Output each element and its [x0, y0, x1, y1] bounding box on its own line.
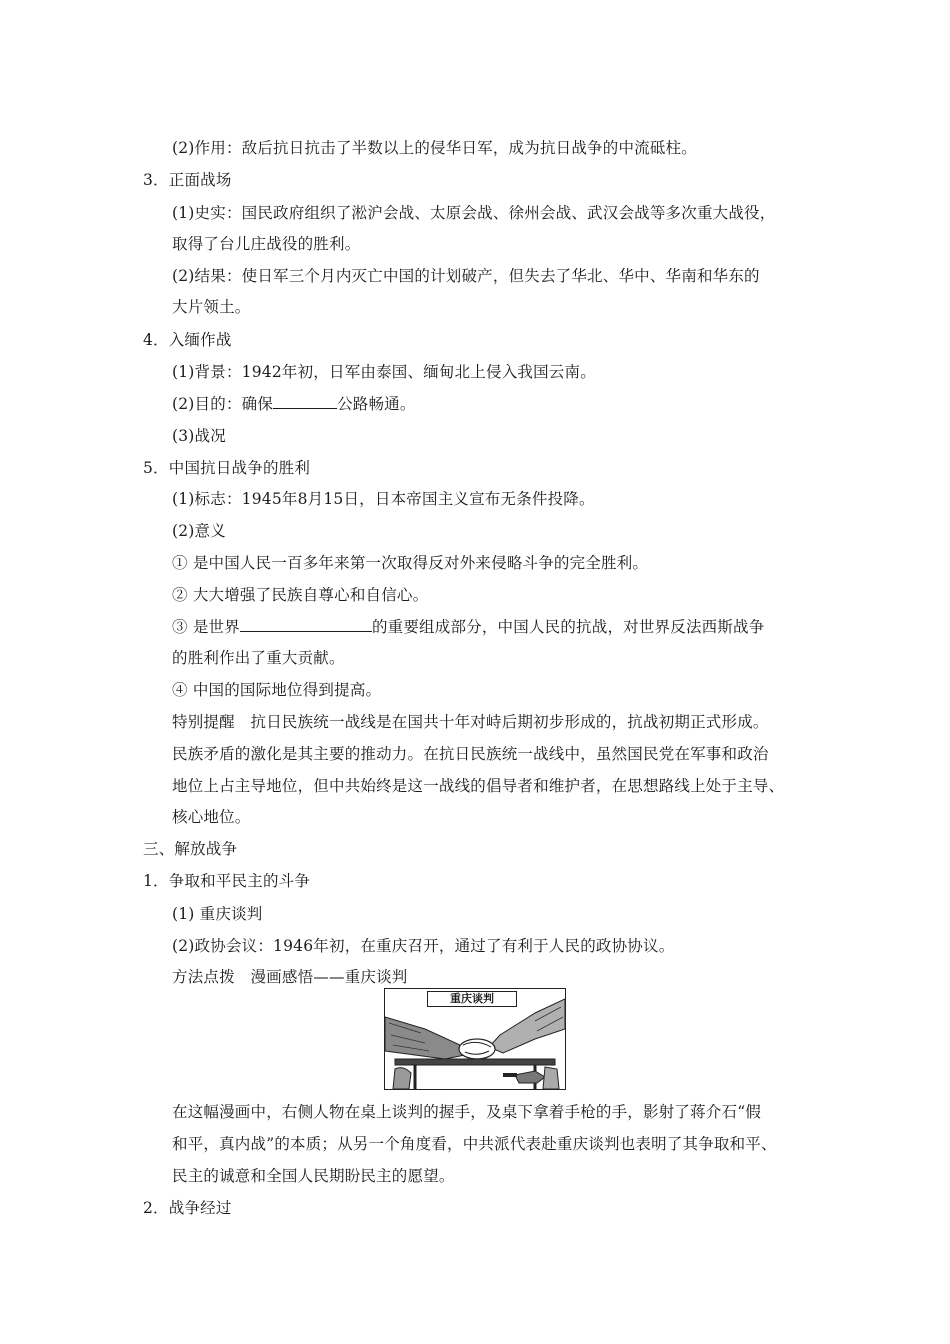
- line-text: 1．争取和平民主的斗争: [143, 872, 311, 890]
- cartoon-caption: 重庆谈判: [427, 991, 517, 1007]
- text-line: [172, 426, 226, 446]
- section-heading: [143, 330, 232, 350]
- text-line: [172, 617, 764, 637]
- text-line: [172, 362, 596, 382]
- text-line: [172, 744, 769, 764]
- text-line: [172, 234, 360, 254]
- section-heading: [143, 839, 237, 859]
- line-text: 在这幅漫画中，右侧人物在桌上谈判的握手，及桌下拿着手枪的手，影射了蒋介石“假: [172, 1103, 762, 1121]
- section-heading: [143, 1198, 232, 1218]
- line-text: ① 是中国人民一百多年来第一次取得反对外来侵略斗争的完全胜利。: [172, 554, 649, 572]
- fill-in-blank[interactable]: [240, 617, 372, 632]
- text-line: [172, 1166, 455, 1186]
- text-line: [172, 521, 226, 541]
- line-text: 4．入缅作战: [143, 331, 232, 349]
- line-text: ③ 是世界: [172, 618, 240, 636]
- line-text: (1) 重庆谈判: [172, 905, 263, 923]
- text-line: [172, 680, 381, 700]
- line-text: 民族矛盾的激化是其主要的推动力。在抗日民族统一战线中，虽然国民党在军事和政治: [172, 745, 769, 763]
- text-line: [172, 967, 408, 987]
- line-text: (2)政协会议：1946年初，在重庆召开，通过了有利于人民的政协协议。: [172, 937, 675, 955]
- text-line: [172, 1102, 761, 1122]
- fill-in-blank[interactable]: [273, 394, 337, 409]
- line-text: 公路畅通。: [337, 395, 416, 413]
- text-line: [172, 553, 648, 573]
- text-line: [172, 936, 674, 956]
- text-line: [172, 138, 697, 158]
- line-text: (1)史实：国民政府组织了淞沪会战、太原会战、徐州会战、武汉会战等多次重大战役，: [172, 204, 776, 222]
- text-line: [172, 1134, 777, 1154]
- line-text: (2)作用：敌后抗日抗击了半数以上的侵华日军，成为抗日战争的中流砥柱。: [172, 139, 697, 157]
- text-line: [172, 712, 769, 732]
- text-line: [172, 585, 428, 605]
- line-text: ④ 中国的国际地位得到提高。: [172, 681, 382, 699]
- text-line: [172, 394, 416, 414]
- line-text: (2)目的：确保: [172, 395, 274, 413]
- cartoon-image: [384, 988, 566, 1090]
- line-text: 2．战争经过: [143, 1199, 232, 1217]
- line-text: ② 大大增强了民族自尊心和自信心。: [172, 586, 429, 604]
- line-text: (2)意义: [172, 522, 226, 540]
- line-text: 三、解放战争: [143, 840, 238, 858]
- text-line: [172, 489, 595, 509]
- line-text: (2)结果：使日军三个月内灭亡中国的计划破产，但失去了华北、华中、华南和华东的: [172, 267, 760, 285]
- line-text: (1)标志：1945年8月15日，日本帝国主义宣布无条件投降。: [172, 490, 595, 508]
- text-line: [172, 648, 345, 668]
- line-text: 和平，真内战”的本质；从另一个角度看，中共派代表赴重庆谈判也表明了其争取和平、: [172, 1135, 777, 1153]
- line-text: 取得了台儿庄战役的胜利。: [172, 235, 361, 253]
- line-text: 大片领土。: [172, 298, 251, 316]
- section-heading: [143, 458, 310, 478]
- text-line: [172, 776, 784, 796]
- section-heading: [143, 170, 232, 190]
- text-line: [172, 297, 251, 317]
- line-text: 方法点拨 漫画感悟——重庆谈判: [172, 968, 408, 986]
- line-text: 5．中国抗日战争的胜利: [143, 459, 311, 477]
- line-text: 特别提醒 抗日民族统一战线是在国共十年对峙后期初步形成的，抗战初期正式形成。: [172, 713, 769, 731]
- line-text: 的重要组成部分，中国人民的抗战，对世界反法西斯战争: [371, 618, 765, 636]
- line-text: 民主的诚意和全国人民期盼民主的愿望。: [172, 1167, 455, 1185]
- text-line: [172, 807, 251, 827]
- line-text: (1)背景：1942年初，日军由泰国、缅甸北上侵入我国云南。: [172, 363, 596, 381]
- section-heading: [143, 871, 310, 891]
- line-text: 地位上占主导地位，但中共始终是这一战线的倡导者和维护者，在思想路线上处于主导、: [172, 777, 785, 795]
- line-text: 的胜利作出了重大贡献。: [172, 649, 345, 667]
- line-text: 核心地位。: [172, 808, 251, 826]
- text-line: [172, 266, 760, 286]
- text-line: [172, 203, 775, 223]
- line-text: (3)战况: [172, 427, 226, 445]
- text-line: [172, 904, 262, 924]
- line-text: 3．正面战场: [143, 171, 232, 189]
